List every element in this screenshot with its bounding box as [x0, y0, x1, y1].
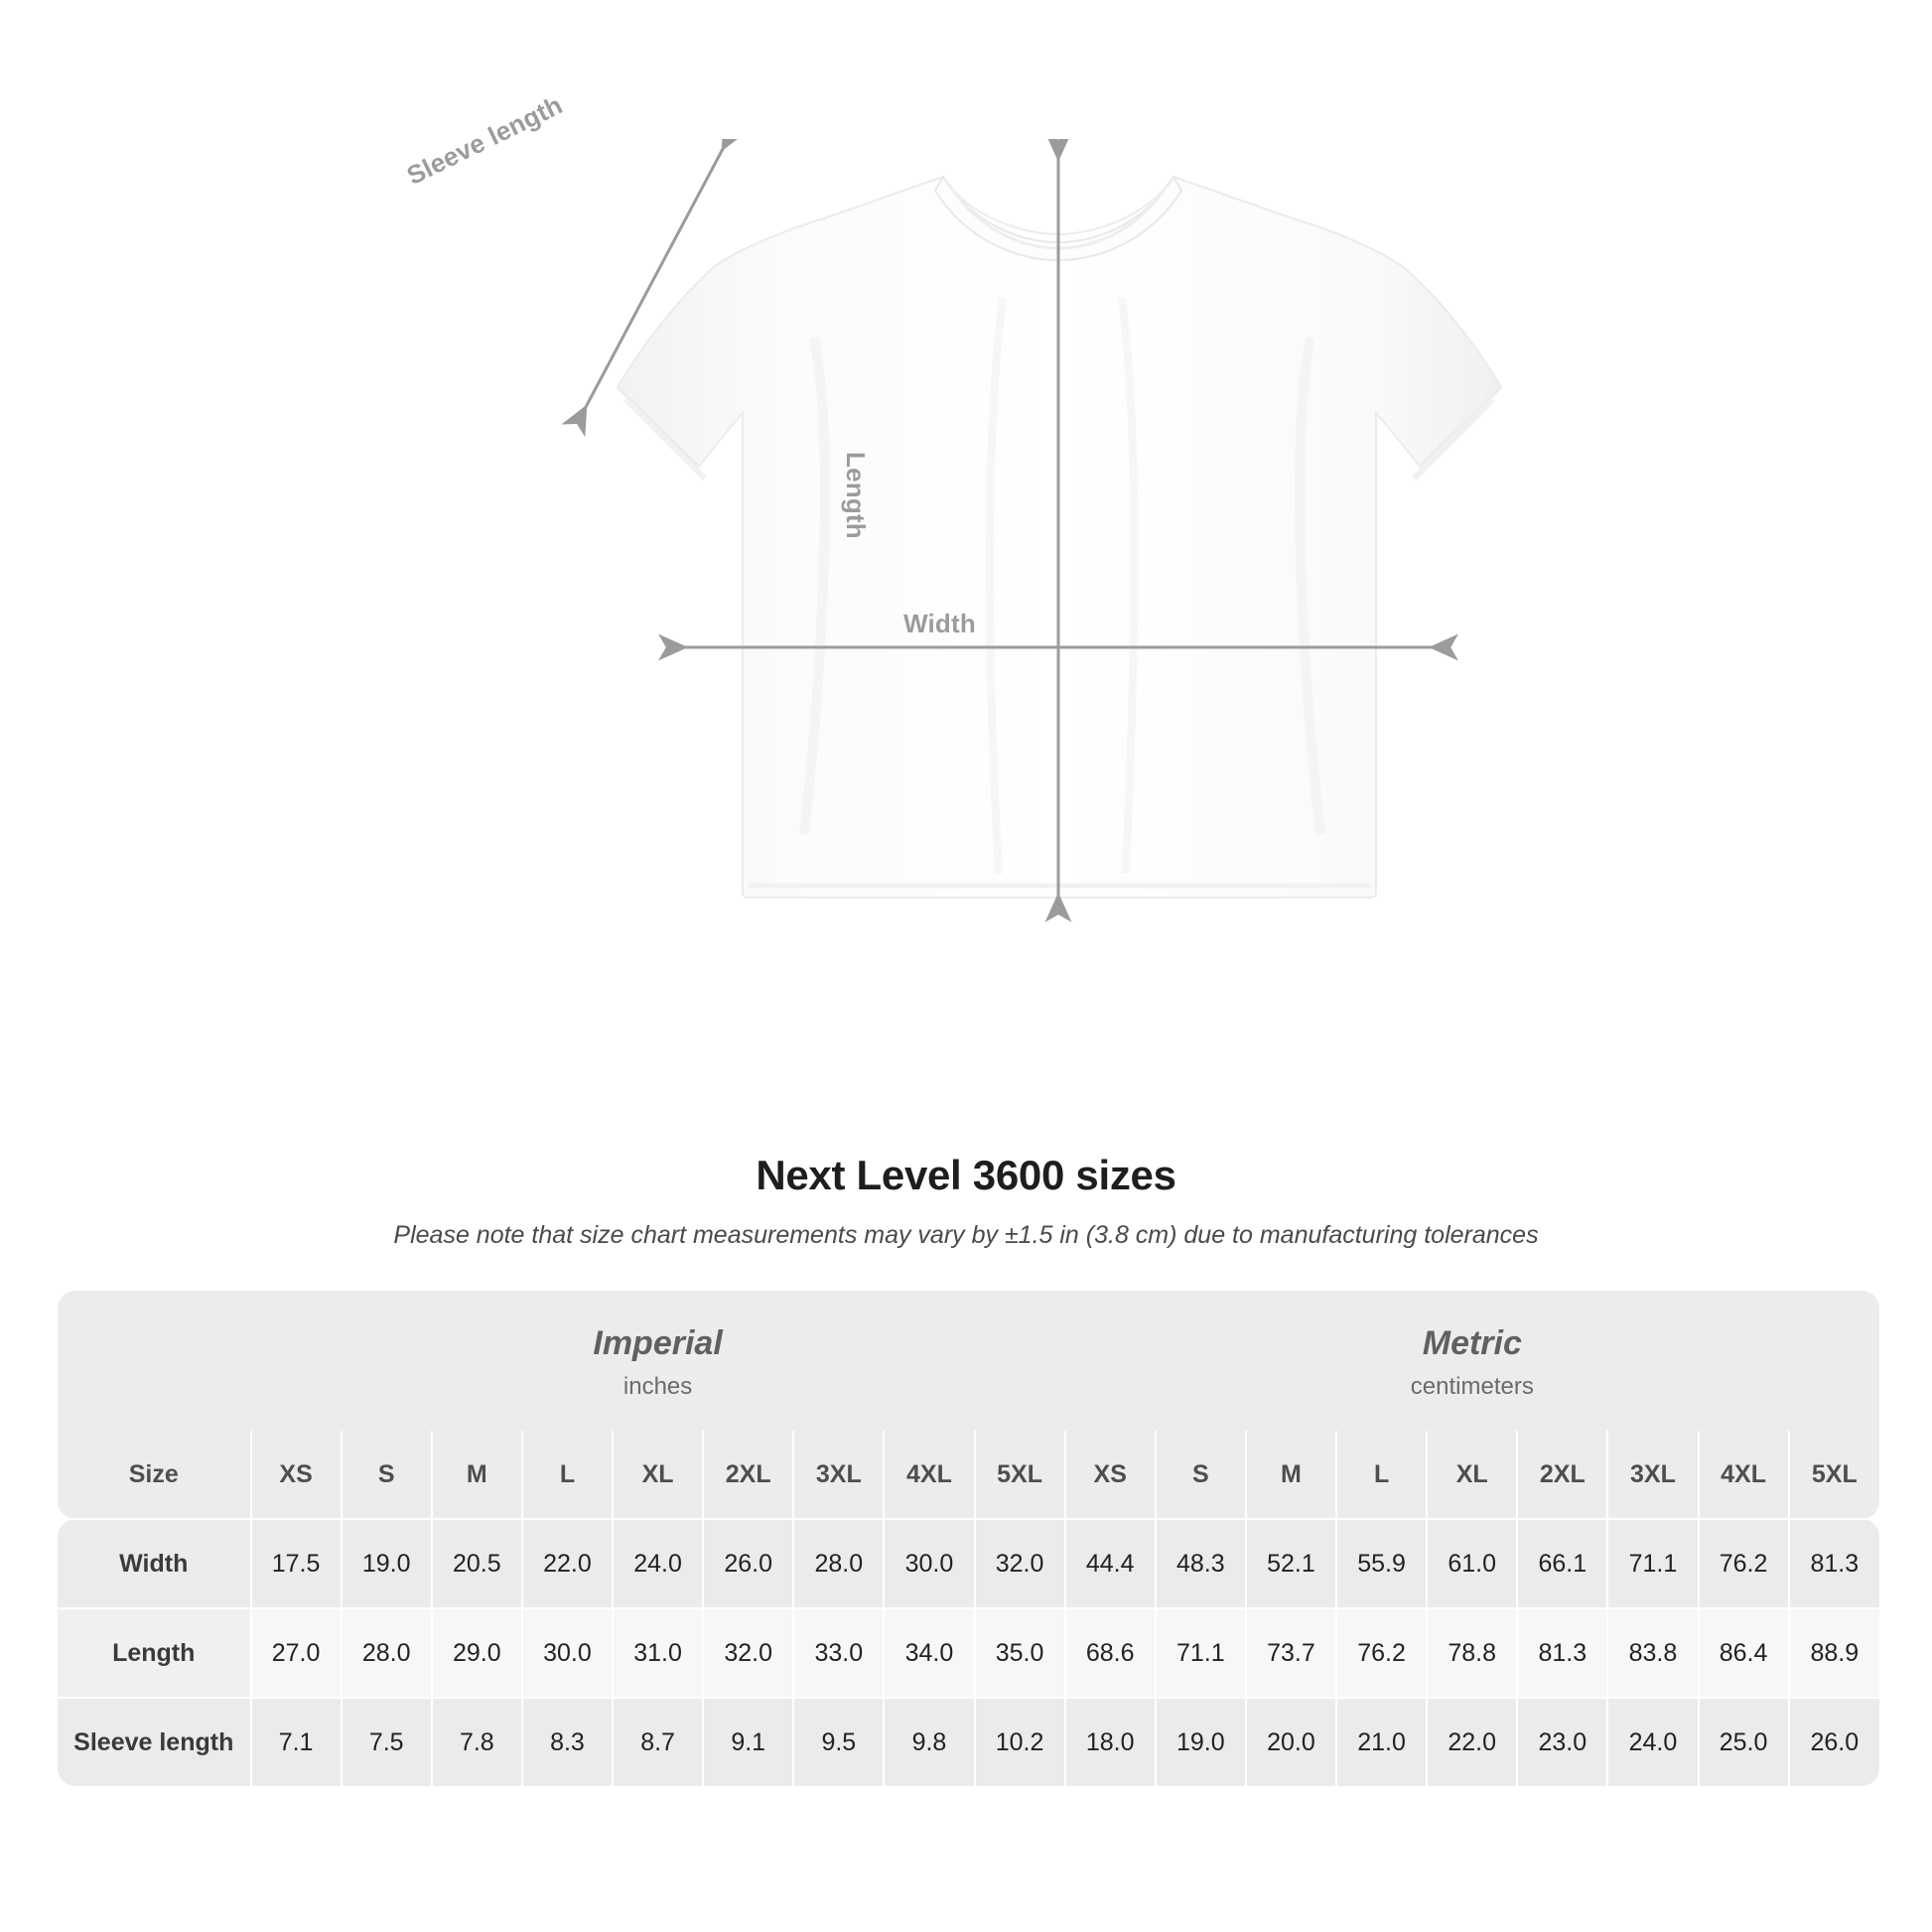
cell-sleeve-length-XS-0: 7.1	[251, 1698, 342, 1786]
size-header-m-2: M	[432, 1431, 522, 1519]
cell-length-3XL-15: 83.8	[1607, 1608, 1698, 1698]
cell-length-3XL-6: 33.0	[793, 1608, 884, 1698]
cell-width-3XL-15: 71.1	[1607, 1519, 1698, 1608]
size-header-xs-9: XS	[1065, 1431, 1156, 1519]
cell-sleeve-length-2XL-14: 23.0	[1517, 1698, 1607, 1786]
cell-sleeve-length-L-3: 8.3	[522, 1698, 613, 1786]
cell-width-XL-13: 61.0	[1427, 1519, 1517, 1608]
cell-width-S-10: 48.3	[1156, 1519, 1246, 1608]
cell-width-2XL-5: 26.0	[703, 1519, 793, 1608]
unit-group-metric-name: Metric	[1422, 1324, 1522, 1362]
cell-length-XS-9: 68.6	[1065, 1608, 1156, 1698]
table-row	[58, 1519, 1879, 1608]
size-header-5xl-17: 5XL	[1789, 1431, 1879, 1519]
cell-sleeve-length-4XL-16: 25.0	[1699, 1698, 1789, 1786]
title-block	[0, 1152, 1932, 1250]
cell-sleeve-length-S-10: 19.0	[1156, 1698, 1246, 1786]
cell-width-5XL-17: 81.3	[1789, 1519, 1879, 1608]
size-header-cell: Size	[58, 1431, 251, 1519]
size-header-2xl-5: 2XL	[703, 1431, 793, 1519]
size-header-l-3: L	[522, 1431, 613, 1519]
size-header-m-11: M	[1246, 1431, 1336, 1519]
unit-group-imperial-name: Imperial	[593, 1324, 723, 1362]
size-table	[58, 1291, 1879, 1786]
cell-width-L-12: 55.9	[1336, 1519, 1427, 1608]
cell-sleeve-length-M-11: 20.0	[1246, 1698, 1336, 1786]
cell-sleeve-length-XL-13: 22.0	[1427, 1698, 1517, 1786]
width-label: Width	[903, 609, 976, 638]
size-header-xl-4: XL	[613, 1431, 703, 1519]
cell-width-S-1: 19.0	[342, 1519, 432, 1608]
cell-length-2XL-5: 32.0	[703, 1608, 793, 1698]
length-label: Length	[841, 452, 871, 539]
cell-length-XS-0: 27.0	[251, 1608, 342, 1698]
cell-width-XS-0: 17.5	[251, 1519, 342, 1608]
size-header-2xl-14: 2XL	[1517, 1431, 1607, 1519]
size-header-3xl-6: 3XL	[793, 1431, 884, 1519]
size-header-4xl-16: 4XL	[1699, 1431, 1789, 1519]
cell-length-M-11: 73.7	[1246, 1608, 1336, 1698]
size-table-wrapper	[58, 1291, 1879, 1786]
tolerance-note: Please note that size chart measurements may vary by ±1.5 in (3.8 cm) due to manufacturing tolerances	[393, 1221, 1539, 1249]
size-header-4xl-7: 4XL	[884, 1431, 974, 1519]
cell-length-5XL-17: 88.9	[1789, 1608, 1879, 1698]
size-header-5xl-8: 5XL	[975, 1431, 1065, 1519]
cell-length-5XL-8: 35.0	[975, 1608, 1065, 1698]
cell-sleeve-length-XL-4: 8.7	[613, 1698, 703, 1786]
size-header-row	[58, 1431, 1879, 1519]
unit-group-spacer	[58, 1291, 251, 1431]
unit-group-metric-sub: centimeters	[1410, 1373, 1534, 1400]
cell-sleeve-length-XS-9: 18.0	[1065, 1698, 1156, 1786]
cell-width-XL-4: 24.0	[613, 1519, 703, 1608]
cell-length-XL-13: 78.8	[1427, 1608, 1517, 1698]
cell-length-S-1: 28.0	[342, 1608, 432, 1698]
cell-length-2XL-14: 81.3	[1517, 1608, 1607, 1698]
cell-length-L-12: 76.2	[1336, 1608, 1427, 1698]
cell-width-4XL-7: 30.0	[884, 1519, 974, 1608]
unit-group-metric	[1065, 1291, 1879, 1431]
cell-length-4XL-7: 34.0	[884, 1608, 974, 1698]
unit-group-imperial	[251, 1291, 1065, 1431]
size-header-l-12: L	[1336, 1431, 1427, 1519]
cell-width-2XL-14: 66.1	[1517, 1519, 1607, 1608]
unit-group-row	[58, 1291, 1879, 1431]
cell-length-M-2: 29.0	[432, 1608, 522, 1698]
row-label-width: Width	[58, 1519, 251, 1608]
cell-length-S-10: 71.1	[1156, 1608, 1246, 1698]
size-header-s-10: S	[1156, 1431, 1246, 1519]
cell-length-L-3: 30.0	[522, 1608, 613, 1698]
cell-width-5XL-8: 32.0	[975, 1519, 1065, 1608]
cell-sleeve-length-3XL-6: 9.5	[793, 1698, 884, 1786]
cell-length-XL-4: 31.0	[613, 1608, 703, 1698]
cell-sleeve-length-M-2: 7.8	[432, 1698, 522, 1786]
size-header-s-1: S	[342, 1431, 432, 1519]
row-label-length: Length	[58, 1608, 251, 1698]
cell-width-M-11: 52.1	[1246, 1519, 1336, 1608]
cell-sleeve-length-3XL-15: 24.0	[1607, 1698, 1698, 1786]
sleeve-length-label: Sleeve length	[402, 89, 568, 191]
cell-sleeve-length-4XL-7: 9.8	[884, 1698, 974, 1786]
cell-length-4XL-16: 86.4	[1699, 1608, 1789, 1698]
cell-width-4XL-16: 76.2	[1699, 1519, 1789, 1608]
size-header-xs-0: XS	[251, 1431, 342, 1519]
row-label-sleeve-length: Sleeve length	[58, 1698, 251, 1786]
unit-group-imperial-sub: inches	[622, 1373, 693, 1400]
table-row	[58, 1698, 1879, 1786]
cell-sleeve-length-L-12: 21.0	[1336, 1698, 1427, 1786]
cell-sleeve-length-2XL-5: 9.1	[703, 1698, 793, 1786]
table-row	[58, 1608, 1879, 1698]
cell-width-L-3: 22.0	[522, 1519, 613, 1608]
cell-width-3XL-6: 28.0	[793, 1519, 884, 1608]
cell-sleeve-length-5XL-8: 10.2	[975, 1698, 1065, 1786]
page-title: Next Level 3600 sizes	[756, 1152, 1176, 1198]
cell-width-M-2: 20.5	[432, 1519, 522, 1608]
cell-width-XS-9: 44.4	[1065, 1519, 1156, 1608]
size-header-xl-13: XL	[1427, 1431, 1517, 1519]
size-header-3xl-15: 3XL	[1607, 1431, 1698, 1519]
cell-sleeve-length-S-1: 7.5	[342, 1698, 432, 1786]
cell-sleeve-length-5XL-17: 26.0	[1789, 1698, 1879, 1786]
